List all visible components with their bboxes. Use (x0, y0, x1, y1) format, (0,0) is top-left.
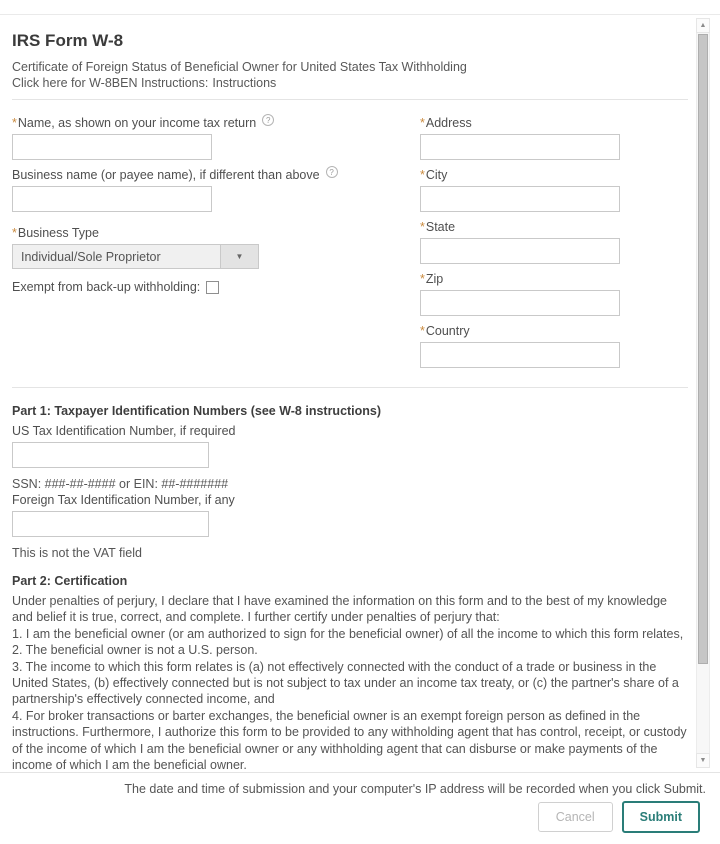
form-left-column (12, 116, 420, 376)
us-tin-input[interactable] (12, 442, 209, 468)
form-right-column (420, 116, 668, 376)
state-label (420, 220, 668, 234)
instructions-line (12, 76, 688, 92)
business-name-field (12, 168, 420, 212)
certification-paragraph: 3. The income to which this form relates is (a) not effectively connected with the conduct of a trade or business in the United States, (b) effectively connected but is not subject to tax under an income tax treaty, or (c) the partner's share of a partnership's effectively connected income, and (12, 659, 679, 707)
business-name-label (12, 168, 420, 182)
business-type-label-text: Business Type (17, 226, 99, 240)
zip-label (420, 272, 668, 286)
instructions-link[interactable]: Instructions (212, 75, 277, 90)
footer-buttons (538, 801, 700, 833)
city-field (420, 168, 668, 212)
required-asterisk: * (420, 116, 425, 130)
address-input[interactable] (420, 134, 620, 160)
business-type-select[interactable] (12, 244, 259, 269)
address-label-text: Address (425, 116, 472, 130)
scroll-up-icon[interactable]: ▲ (696, 18, 710, 33)
business-type-label (12, 226, 420, 240)
name-label (12, 116, 420, 130)
help-icon[interactable]: ? (262, 114, 274, 126)
us-tin-label: US Tax Identification Number, if required (12, 424, 236, 438)
form-scroll-area (0, 14, 720, 772)
part2-heading: Part 2: Certification (12, 574, 128, 588)
state-field (420, 220, 668, 264)
submit-button[interactable]: Submit (622, 801, 700, 833)
business-type-selected-value: Individual/Sole Proprietor (21, 249, 161, 264)
certification-paragraph: 4. For broker transactions or barter exchanges, the beneficial owner is an exempt foreign person as defined in the instructions. Furthermore, I authorize this form to be provided to any withholding agent that has control, receipt, or custody of the income of which I am the beneficial owner or any withholding agent that can disburse or make payments of the income of which I am the beneficial owner. (12, 708, 687, 772)
exempt-label: Exempt from back-up withholding: (12, 280, 201, 294)
required-asterisk: * (420, 324, 425, 338)
country-input[interactable] (420, 342, 620, 368)
city-label (420, 168, 668, 182)
scroll-down-icon[interactable]: ▼ (696, 753, 710, 768)
cancel-button[interactable]: Cancel (538, 802, 613, 832)
foreign-tin-label: Foreign Tax Identification Number, if any (12, 493, 235, 507)
chevron-down-icon[interactable]: ▼ (220, 245, 258, 268)
certification-text (12, 593, 688, 772)
form-fields (12, 116, 688, 376)
required-asterisk: * (420, 272, 425, 286)
state-label-text: State (425, 220, 456, 234)
name-field (12, 116, 420, 160)
section-divider (12, 387, 688, 388)
submission-note: The date and time of submission and your computer's IP address will be recorded when you click Submit. (124, 782, 706, 796)
business-type-field (12, 226, 420, 269)
business-name-label-text: Business name (or payee name), if different than above (12, 168, 320, 182)
header-divider (12, 99, 688, 100)
name-input[interactable] (12, 134, 212, 160)
certification-paragraph: 2. The beneficial owner is not a U.S. person. (12, 643, 258, 658)
scrollbar-thumb[interactable] (698, 34, 708, 664)
required-asterisk: * (420, 168, 425, 182)
required-asterisk: * (12, 226, 17, 240)
country-label-text: Country (425, 324, 470, 338)
scrollbar[interactable] (696, 18, 710, 768)
scrollbar-track[interactable] (696, 33, 710, 753)
foreign-tin-input[interactable] (12, 511, 209, 537)
name-label-text: Name, as shown on your income tax return (17, 116, 257, 130)
country-field (420, 324, 668, 368)
ssn-ein-hint: SSN: ###-##-#### or EIN: ##-####### (12, 477, 229, 491)
zip-label-text: Zip (425, 272, 444, 286)
address-field (420, 116, 668, 160)
instructions-prefix: Click here for W-8BEN Instructions: (12, 75, 209, 90)
business-name-input[interactable] (12, 186, 212, 212)
country-label (420, 324, 668, 338)
vat-note: This is not the VAT field (12, 546, 142, 560)
dialog-footer (0, 772, 720, 844)
state-input[interactable] (420, 238, 620, 264)
zip-field (420, 272, 668, 316)
part1-heading: Part 1: Taxpayer Identification Numbers (see W-8 instructions) (12, 404, 382, 418)
city-input[interactable] (420, 186, 620, 212)
zip-input[interactable] (420, 290, 620, 316)
exempt-withholding-row (12, 280, 420, 294)
certification-paragraph: 1. I am the beneficial owner (or am authorized to sign for the beneficial owner) of all the income to which this form relates, (12, 626, 684, 641)
form-subtitle: Certificate of Foreign Status of Beneficial Owner for United States Tax Withholding (12, 60, 467, 74)
address-label (420, 116, 668, 130)
page-title: IRS Form W-8 (12, 31, 124, 50)
exempt-checkbox[interactable] (206, 281, 219, 294)
required-asterisk: * (420, 220, 425, 234)
required-asterisk: * (12, 116, 17, 130)
certification-paragraph: Under penalties of perjury, I declare that I have examined the information on this form and to the best of my knowledge and belief it is true, correct, and complete. I further certify under penalties of perjury that: (12, 594, 667, 625)
help-icon[interactable]: ? (326, 166, 338, 178)
city-label-text: City (425, 168, 448, 182)
